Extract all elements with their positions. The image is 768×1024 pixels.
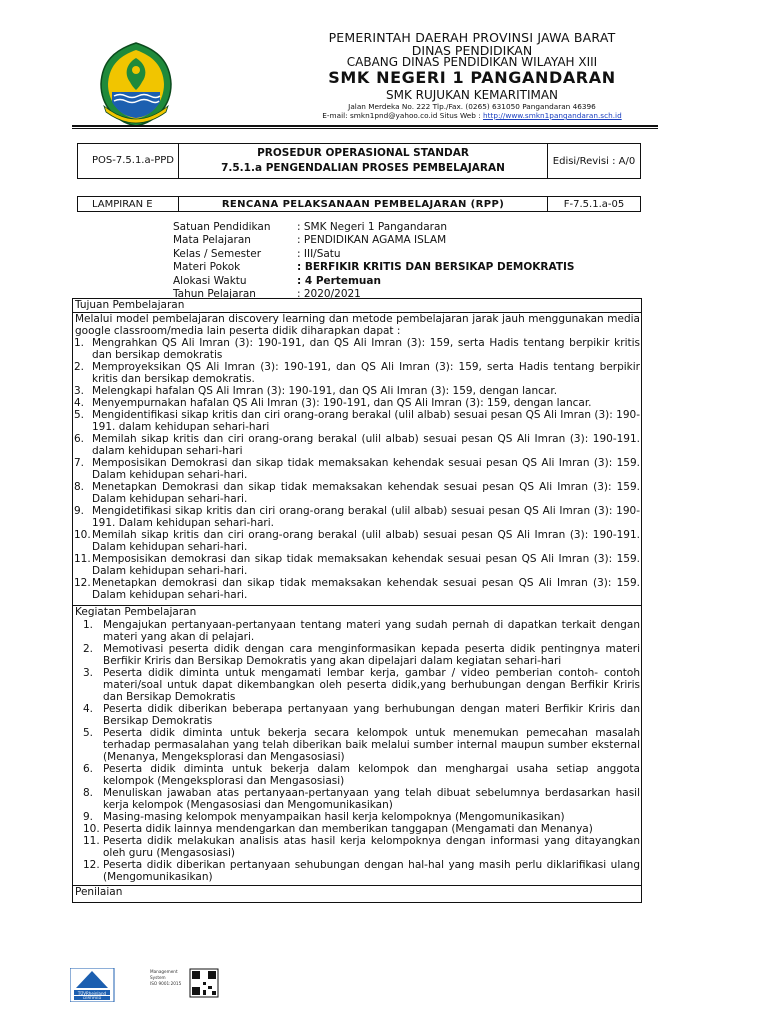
list-item: [73, 835, 641, 859]
identity-label: Tahun Pelajaran: [173, 288, 256, 301]
list-item: [73, 361, 641, 385]
identity-row: [173, 275, 574, 288]
rpp-content-table: [72, 298, 642, 903]
list-item: [73, 787, 641, 811]
list-item-number: 11.: [83, 835, 100, 847]
list-item: [73, 337, 641, 361]
header-branch: CABANG DINAS PENDIDIKAN WILAYAH XIII: [346, 55, 598, 69]
list-item-text: Memilah sikap kritis dan ciri orang-orang berakal (ulil albab) sesuai pesan QS Ali Imran (3): 190-191. Dalam kehidupan sehari-hari.: [92, 529, 640, 553]
header-email: E-mail: smkn1pnd@yahoo.co.id Situs Web :: [322, 111, 483, 120]
pos-title-line1: PROSEDUR OPERASIONAL STANDAR: [257, 147, 469, 159]
tujuan-list: [73, 337, 641, 601]
list-item: [73, 457, 641, 481]
list-item: [73, 859, 641, 883]
list-item-text: Menetapkan demokrasi dan sikap tidak memaksakan kehendak sesuai pesan QS Ali Imran (3): 159. Dalam kehidupan sehari-hari.: [92, 577, 640, 601]
list-item-text: Peserta didik lainnya mendengarkan dan memberikan tanggapan (Mengamati dan Menanya): [103, 823, 593, 835]
lampiran-table: [77, 196, 641, 212]
identity-value: : 2020/2021: [297, 288, 361, 301]
list-item-number: 2.: [83, 643, 94, 655]
list-item-number: 3.: [83, 667, 94, 679]
pos-table: [77, 143, 641, 179]
list-item-text: Mengrahkan QS Ali Imran (3): 190-191, dan QS Ali Imran (3): 159, serta Hadis tentang berpikir kritis dan bersikap demokratis: [92, 337, 640, 361]
list-item-number: 6.: [74, 433, 85, 445]
list-item-number: 2.: [74, 361, 85, 373]
website-link[interactable]: http://www.smkn1pangandaran.sch.id: [483, 111, 622, 120]
header-rule-thick: [72, 125, 658, 127]
list-item: [73, 553, 641, 577]
list-item: [73, 823, 641, 835]
certification-badge: [70, 968, 220, 1002]
penilaian-heading: Penilaian: [75, 886, 123, 898]
list-item: [73, 763, 641, 787]
list-item-text: Melengkapi hafalan QS Ali Imran (3): 190-191, dan QS Ali Imran (3): 159, dengan lancar.: [92, 385, 558, 397]
kegiatan-list: [73, 619, 641, 883]
tujuan-heading: Tujuan Pembelajaran: [75, 299, 185, 311]
list-item-text: Peserta didik diberikan beberapa pertanyaan yang berhubungan dengan materi Berfikir Kriris dan Bersikap Demokratis: [103, 703, 640, 727]
header-rule-thin: [72, 128, 658, 129]
list-item-text: Masing-masing kelompok menyampaikan hasil kerja kelompoknya (Mengomunikasikan): [103, 811, 565, 823]
list-item-text: Mengidentifikasi sikap kritis dan ciri orang-orang berakal (ulil albab) sesuai pesan QS Ali Imran (3): 190-191. dalam kehidupan sehari-hari: [92, 409, 640, 433]
pos-code: POS-7.5.1.a-PPD: [78, 144, 179, 179]
list-item-number: 8.: [74, 481, 85, 493]
lampiran-title: RENCANA PELAKSANAAN PEMBELAJARAN (RPP): [179, 197, 548, 212]
list-item-text: Memposisikan demokrasi dan sikap tidak memaksakan kehendak sesuai pesan QS Ali Imran (3): 159. Dalam kehidupan sehari-hari.: [92, 553, 640, 577]
pos-title: [179, 144, 548, 179]
header-department: DINAS PENDIDIKAN: [411, 43, 533, 58]
list-item-text: Peserta didik melakukan analisis atas hasil kerja kelompoknya dengan informasi yang ditayangkan oleh guru (Mengasosiasi): [103, 835, 640, 859]
list-item-number: 5.: [83, 727, 94, 739]
pos-title-line2: 7.5.1.a PENGENDALIAN PROSES PEMBELAJARAN: [221, 162, 505, 174]
list-item: [73, 409, 641, 433]
identity-label: Mata Pelajaran: [173, 234, 251, 247]
header-contact: [176, 111, 768, 120]
kegiatan-heading: Kegiatan Pembelajaran: [75, 606, 197, 618]
list-item: [73, 643, 641, 667]
list-item: [73, 529, 641, 553]
list-item-text: Menuliskan jawaban atas pertanyaan-pertanyaan yang telah dibuat sebelumnya berdasarkan hasil kerja kelompok (Mengasosiasi dan Mengomunikasikan): [103, 787, 640, 811]
identity-label: Kelas / Semester: [173, 247, 262, 260]
identity-row: [173, 248, 574, 261]
list-item-text: Mengajukan pertanyaan-pertanyaan tentang materi yang sudah pernah di dapatkan terkait dengan materi yang akan di pelajari.: [103, 619, 640, 643]
list-item-number: 12.: [83, 859, 100, 871]
identity-label: Materi Pokok: [173, 261, 241, 274]
school-logo: [96, 40, 176, 128]
pos-edisi: Edisi/Revisi : A/0: [548, 144, 641, 179]
list-item: [73, 703, 641, 727]
list-item: [73, 727, 641, 763]
list-item-number: 8.: [83, 787, 94, 799]
list-item-text: Peserta didik diberikan pertanyaan sehubungan dengan hal-hal yang masih perlu diklarifikasi ulang (Mengomunikasikan): [103, 859, 640, 883]
header-address: Jalan Merdeka No. 222 Tlp./Fax. (0265) 631050 Pangandaran 46396: [348, 102, 596, 111]
list-item-number: 10.: [83, 823, 100, 835]
identity-label: Satuan Pendidikan: [173, 221, 271, 233]
identity-value: : 4 Pertemuan: [297, 274, 381, 287]
list-item-number: 3.: [74, 385, 85, 397]
list-item: [73, 619, 641, 643]
identity-row: [173, 234, 574, 247]
list-item: [73, 505, 641, 529]
list-item-number: 6.: [83, 763, 94, 775]
list-item-number: 12.: [74, 577, 91, 589]
list-item: [73, 577, 641, 601]
list-item-text: Menyempurnakan hafalan QS Ali Imran (3): 190-191, dan QS Ali Imran (3): 159, dengan lancar.: [92, 397, 592, 409]
identity-value: : PENDIDIKAN AGAMA ISLAM: [297, 234, 447, 247]
list-item-text: Memposisikan Demokrasi dan sikap tidak memaksakan kehendak sesuai pesan QS Ali Imran (3): 159. Dalam kehidupan sehari-hari.: [92, 457, 640, 481]
cert-text: [150, 969, 181, 987]
list-item-number: 9.: [83, 811, 94, 823]
list-item-text: Peserta didik diminta untuk bekerja secara kelompok untuk menemukan pemecahan masalah terhadap permasalahan yang telah diberikan baik melalui sumber internal maupun sumber eksternal (Menanya, Mengeksplorasi dan Mengasosiasi): [103, 727, 640, 763]
list-item-number: 7.: [74, 457, 85, 469]
identity-block: [173, 221, 574, 301]
cert-brand: TÜVRheinland: [77, 991, 107, 996]
list-item-number: 5.: [74, 409, 85, 421]
list-item: [73, 433, 641, 457]
list-item: [73, 481, 641, 505]
lampiran-label: LAMPIRAN E: [78, 197, 179, 212]
identity-row: [173, 261, 574, 274]
list-item-text: Mengidetifikasi sikap kritis dan ciri orang-orang berakal (ulil albab) sesuai pesan QS Ali Imran (3): 190-191. Dalam kehidupan sehari-hari.: [92, 505, 640, 529]
header-school-tagline: SMK RUJUKAN KEMARITIMAN: [385, 88, 559, 102]
cert-label: CERTIFIED: [82, 996, 102, 1000]
cert-line3: ISO 9001:2015: [150, 981, 182, 986]
list-item-text: Memproyeksikan QS Ali Imran (3): 190-191, dan QS Ali Imran (3): 159, serta Hadis tentang berpikir kritis dan bersikap demokratis.: [92, 361, 640, 385]
list-item-number: 4.: [74, 397, 85, 409]
list-item-number: 9.: [74, 505, 85, 517]
identity-value: : III/Satu: [297, 247, 341, 260]
list-item-text: Memotivasi peserta didik dengan cara menginformasikan kepada peserta didik pentingnya materi Berfikir Kriris dan Bersikap Demokratis yang akan dipelajari dalam kegiatan sehari-hari: [103, 643, 640, 667]
list-item: [73, 397, 641, 409]
list-item-number: 1.: [74, 337, 85, 349]
list-item-number: 10.: [74, 529, 91, 541]
list-item-number: 1.: [83, 619, 94, 631]
list-item-text: Peserta didik diminta untuk bekerja dalam kelompok dan menghargai usaha setiap anggota kelompok (Mengeksplorasi dan Mengasosiasi): [103, 763, 640, 787]
list-item: [73, 811, 641, 823]
list-item-text: Memilah sikap kritis dan ciri orang-orang berakal (ulil albab) sesuai pesan QS Ali Imran (3): 190-191. dalam kehidupan sehari-hari: [92, 433, 640, 457]
list-item: [73, 385, 641, 397]
cert-line1: Management: [150, 969, 178, 974]
list-item-text: Peserta didik diminta untuk mengamati lembar kerja, gambar / video pemberian contoh- contoh materi/soal untuk dapat dikembangkan oleh peserta didik,yang berhubungan dengan Berfikir Kriris dan Bersikap Demokratis: [103, 667, 640, 703]
identity-value: : BERFIKIR KRITIS DAN BERSIKAP DEMOKRATIS: [297, 261, 575, 274]
list-item-number: 4.: [83, 703, 94, 715]
identity-label: Alokasi Waktu: [173, 274, 247, 287]
cert-line2: System: [150, 975, 166, 980]
list-item: [73, 667, 641, 703]
header-government: PEMERINTAH DAERAH PROVINSI JAWA BARAT: [328, 30, 616, 45]
identity-row: [173, 221, 574, 234]
list-item-text: Menetapkan Demokrasi dan sikap tidak memaksakan kehendak sesuai pesan QS Ali Imran (3): 159. Dalam kehidupan sehari-hari.: [92, 481, 640, 505]
identity-value: : SMK Negeri 1 Pangandaran: [297, 221, 448, 233]
header-school-name: SMK NEGERI 1 PANGANDARAN: [328, 68, 616, 87]
lampiran-code: F-7.5.1.a-05: [548, 197, 641, 212]
list-item-number: 11.: [74, 553, 91, 565]
tujuan-intro: Melalui model pembelajaran discovery learning dan metode pembelajaran jarak jauh menggunakan media google classroom/media lain peserta didik diharapkan dapat :: [75, 313, 640, 337]
